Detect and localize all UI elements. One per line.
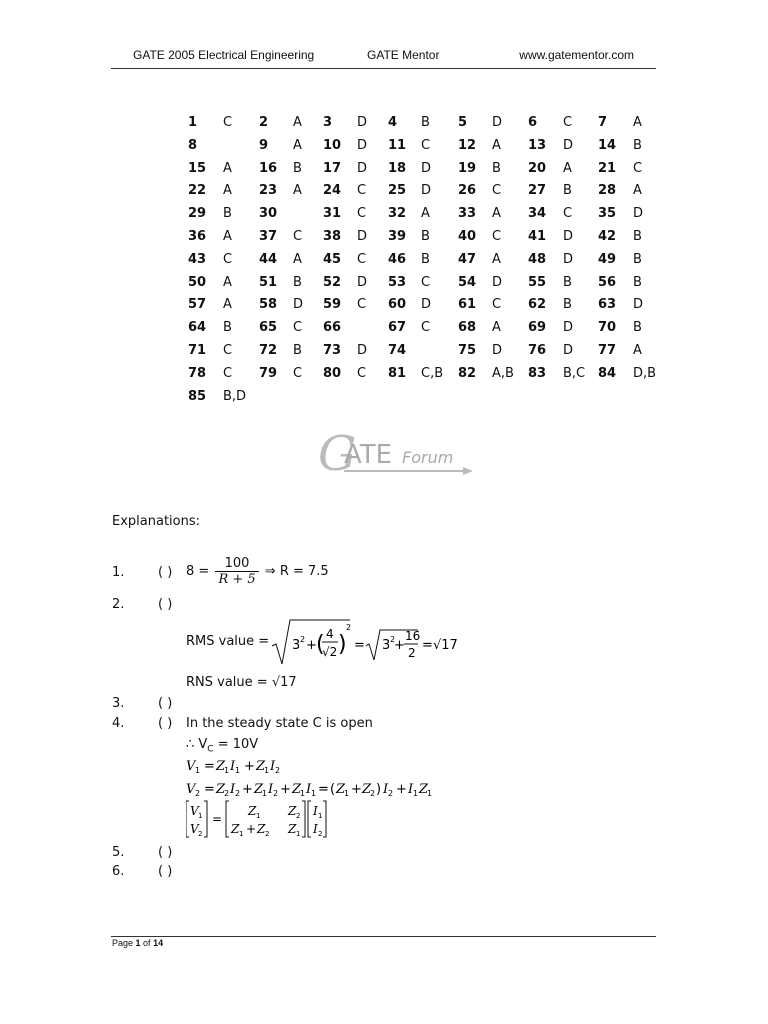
question-number-cell: 71	[188, 343, 207, 358]
question-number-cell: 58	[259, 297, 278, 312]
svg-text:1: 1	[235, 766, 241, 775]
question-number-cell: 61	[458, 297, 477, 312]
question-number-cell: 7	[598, 115, 608, 130]
answer-cell: B	[223, 320, 232, 335]
question-number-cell: 20	[528, 161, 547, 176]
svg-text:2: 2	[273, 789, 279, 798]
question-number-cell: 83	[528, 366, 547, 381]
svg-text:): )	[376, 782, 382, 797]
question-number-cell: 11	[388, 138, 407, 153]
question-number-cell: 42	[598, 229, 617, 244]
svg-text:Z: Z	[248, 804, 257, 818]
svg-text:2: 2	[265, 830, 270, 838]
answer-cell: A	[293, 138, 302, 153]
question-number-cell: 53	[388, 275, 407, 290]
answer-cell: D	[492, 115, 503, 130]
question-number-cell: 44	[259, 252, 278, 267]
header-center: GATE Mentor	[367, 48, 440, 62]
svg-text:Z: Z	[362, 782, 372, 797]
answer-cell: D	[357, 115, 368, 130]
answer-blank: ( )	[158, 597, 173, 612]
answer-cell: C	[492, 229, 502, 244]
answer-cell: D	[633, 206, 644, 221]
question-number-cell: 36	[188, 229, 207, 244]
svg-text:1: 1	[296, 830, 301, 838]
answer-cell: C	[492, 183, 502, 198]
svg-text:3: 3	[292, 638, 301, 653]
answer-cell: D	[633, 297, 644, 312]
question-number-cell: 21	[598, 161, 617, 176]
svg-text:+: +	[246, 822, 257, 836]
svg-text:1: 1	[198, 812, 203, 820]
matrix-equation	[186, 799, 346, 843]
question-number-cell: 3	[323, 115, 333, 130]
answer-cell: A	[223, 275, 232, 290]
question-number-cell: 43	[188, 252, 207, 267]
svg-text:I: I	[306, 782, 312, 797]
svg-text:Z: Z	[256, 759, 266, 774]
answer-cell: A	[293, 115, 302, 130]
svg-text:1: 1	[239, 830, 244, 838]
footer-rule	[111, 936, 656, 937]
answer-cell: D,B	[633, 366, 657, 381]
svg-text:V: V	[186, 759, 196, 774]
answer-cell: A	[421, 206, 430, 221]
answer-cell: D	[492, 275, 503, 290]
answer-cell: D	[357, 138, 368, 153]
answer-cell: A	[492, 206, 501, 221]
svg-text:2: 2	[198, 830, 203, 838]
header-rule	[111, 68, 656, 69]
question-number-cell: 79	[259, 366, 278, 381]
svg-text:+: +	[394, 638, 405, 653]
question-number-cell: 73	[323, 343, 342, 358]
answer-cell: B	[563, 183, 572, 198]
question-number-cell: 78	[188, 366, 207, 381]
svg-text:I: I	[408, 782, 414, 797]
answer-cell: B,D	[223, 389, 247, 404]
svg-text:Z: Z	[216, 759, 226, 774]
explanations-heading: Explanations:	[112, 514, 200, 529]
header-website: www.gatementor.com	[519, 48, 634, 62]
svg-text:(: (	[316, 632, 325, 657]
question-number-cell: 38	[323, 229, 342, 244]
answer-cell: A	[633, 115, 642, 130]
svg-text:2: 2	[388, 789, 394, 798]
svg-text:2: 2	[300, 635, 306, 644]
answer-cell: D	[357, 161, 368, 176]
svg-text:1: 1	[224, 766, 230, 775]
svg-text:2: 2	[370, 789, 376, 798]
svg-text:=: =	[204, 759, 215, 774]
answer-cell: B	[563, 297, 572, 312]
answer-cell: C,B	[421, 366, 444, 381]
svg-text:2: 2	[346, 623, 352, 632]
question-number-cell: 68	[458, 320, 477, 335]
svg-text:+: +	[306, 638, 317, 653]
answer-cell: D	[357, 229, 368, 244]
answer-cell: A	[492, 320, 501, 335]
question-number-cell: 75	[458, 343, 477, 358]
answer-cell: C	[492, 297, 502, 312]
answer-cell: A	[223, 297, 232, 312]
question-number-cell: 27	[528, 183, 547, 198]
svg-text:2: 2	[275, 766, 281, 775]
question-number-cell: 5	[458, 115, 468, 130]
q4-statement: In the steady state C is open	[186, 716, 373, 731]
answer-blank: ( )	[158, 716, 173, 731]
svg-text:√2: √2	[322, 645, 338, 659]
question-number-cell: 67	[388, 320, 407, 335]
question-number-cell: 23	[259, 183, 278, 198]
question-number-cell: 70	[598, 320, 617, 335]
svg-text:=: =	[422, 638, 433, 653]
answer-cell: B	[633, 320, 642, 335]
answer-cell: C	[357, 206, 367, 221]
answer-cell: D	[421, 161, 432, 176]
question-number-cell: 25	[388, 183, 407, 198]
question-number-cell: 17	[323, 161, 342, 176]
question-number-cell: 12	[458, 138, 477, 153]
page-footer: Page 1 of 14	[112, 938, 164, 948]
svg-text:Z: Z	[288, 822, 297, 836]
question-number-cell: 26	[458, 183, 477, 198]
answer-cell: B	[563, 275, 572, 290]
svg-text:+: +	[280, 782, 291, 797]
svg-text:(: (	[330, 782, 336, 797]
answer-cell: D	[421, 297, 432, 312]
svg-text:+: +	[242, 782, 253, 797]
svg-text:=: =	[204, 782, 215, 797]
svg-text:2: 2	[318, 830, 323, 838]
answer-cell: D	[492, 343, 503, 358]
svg-text:V: V	[190, 804, 199, 818]
question-number-cell: 22	[188, 183, 207, 198]
question-number-cell: 77	[598, 343, 617, 358]
question-number-cell: 15	[188, 161, 207, 176]
question-number-cell: 66	[323, 320, 342, 335]
q1-equation: 8 = $\frac{100}{R + 5}$ ⇒ R = 7.5	[186, 556, 329, 587]
question-number-cell: 50	[188, 275, 207, 290]
question-number: 3.	[112, 696, 125, 711]
rns-label: RNS value = √17	[186, 675, 297, 690]
svg-text:1: 1	[195, 766, 201, 775]
question-number-cell: 69	[528, 320, 547, 335]
svg-text:I: I	[270, 759, 276, 774]
question-number-cell: 46	[388, 252, 407, 267]
answer-cell: C	[421, 138, 431, 153]
svg-text:Forum: Forum	[402, 448, 454, 467]
svg-text:V: V	[190, 822, 199, 836]
svg-text:=: =	[354, 638, 365, 653]
svg-text:1: 1	[427, 789, 433, 798]
svg-text:3: 3	[382, 638, 391, 653]
question-number-cell: 29	[188, 206, 207, 221]
answer-blank: ( )	[158, 696, 173, 711]
question-number-cell: 85	[188, 389, 207, 404]
question-number-cell: 37	[259, 229, 278, 244]
svg-text:Z: Z	[292, 782, 302, 797]
answer-cell: D	[421, 183, 432, 198]
question-number-cell: 30	[259, 206, 278, 221]
page-header	[111, 48, 656, 68]
answer-cell: B	[633, 252, 642, 267]
answer-cell: B	[293, 343, 302, 358]
question-number-cell: 74	[388, 343, 407, 358]
answer-blank: ( )	[158, 845, 173, 860]
question-number-cell: 16	[259, 161, 278, 176]
answer-cell: C	[293, 320, 303, 335]
answer-cell: C	[293, 366, 303, 381]
question-number: 2.	[112, 597, 125, 612]
answer-cell: D	[357, 343, 368, 358]
answer-cell: A	[223, 161, 232, 176]
answer-cell: D	[563, 138, 574, 153]
answer-cell: C	[563, 115, 573, 130]
answer-cell: B	[633, 275, 642, 290]
question-number-cell: 84	[598, 366, 617, 381]
answer-cell: C	[293, 229, 303, 244]
question-number-cell: 51	[259, 275, 278, 290]
question-number-cell: 72	[259, 343, 278, 358]
svg-text:I: I	[268, 782, 274, 797]
question-number-cell: 55	[528, 275, 547, 290]
answer-cell: B	[223, 206, 232, 221]
question-number-cell: 49	[598, 252, 617, 267]
svg-text:1: 1	[300, 789, 306, 798]
svg-text:I: I	[230, 759, 236, 774]
svg-text:I: I	[313, 804, 318, 818]
question-number-cell: 81	[388, 366, 407, 381]
question-number-cell: 9	[259, 138, 269, 153]
svg-text:V: V	[186, 782, 196, 797]
answer-cell: B	[293, 161, 302, 176]
answer-blank: ( )	[158, 864, 173, 879]
question-number-cell: 54	[458, 275, 477, 290]
answer-cell: C	[421, 320, 431, 335]
answer-cell: B	[633, 138, 642, 153]
answer-cell: A	[223, 183, 232, 198]
svg-text:Z: Z	[216, 782, 226, 797]
question-number-cell: 41	[528, 229, 547, 244]
question-number-cell: 19	[458, 161, 477, 176]
answer-blank: ( )	[158, 565, 173, 580]
svg-text:2: 2	[195, 789, 201, 798]
svg-text:Z: Z	[336, 782, 346, 797]
question-number-cell: 45	[323, 252, 342, 267]
svg-text:4: 4	[326, 627, 334, 641]
question-number-cell: 28	[598, 183, 617, 198]
answer-cell: A	[492, 252, 501, 267]
answer-cell: A	[293, 252, 302, 267]
question-number-cell: 76	[528, 343, 547, 358]
answer-cell: C	[223, 115, 233, 130]
answer-cell: C	[223, 366, 233, 381]
gateforum-logo	[318, 425, 478, 485]
svg-text:Z: Z	[231, 822, 240, 836]
answer-cell: C	[357, 183, 367, 198]
answer-cell: A,B	[492, 366, 514, 381]
rms-equation	[270, 616, 470, 672]
question-number-cell: 13	[528, 138, 547, 153]
vc-value: ∴ $V_C = 10V$	[186, 737, 259, 755]
answer-cell: C	[357, 297, 367, 312]
svg-text:2: 2	[224, 789, 230, 798]
answer-cell: A	[633, 183, 642, 198]
question-number: 1.	[112, 565, 125, 580]
question-number-cell: 80	[323, 366, 342, 381]
svg-text:): )	[338, 632, 347, 657]
answer-cell: B	[421, 115, 430, 130]
question-number: 5.	[112, 845, 125, 860]
answer-cell: D	[293, 297, 304, 312]
svg-text:Z: Z	[288, 804, 297, 818]
svg-text:Z: Z	[257, 822, 266, 836]
question-number-cell: 48	[528, 252, 547, 267]
svg-text:1: 1	[318, 812, 323, 820]
answer-cell: D	[563, 320, 574, 335]
question-number: 6.	[112, 864, 125, 879]
svg-text:I: I	[313, 822, 318, 836]
answer-cell: B	[421, 252, 430, 267]
question-number-cell: 34	[528, 206, 547, 221]
question-number-cell: 47	[458, 252, 477, 267]
svg-text:2: 2	[296, 812, 301, 820]
question-number: 4.	[112, 716, 125, 731]
question-number-cell: 64	[188, 320, 207, 335]
answer-cell: A	[223, 229, 232, 244]
question-number-cell: 6	[528, 115, 538, 130]
answer-cell: B	[421, 229, 430, 244]
question-number-cell: 40	[458, 229, 477, 244]
svg-text:I: I	[383, 782, 389, 797]
answer-cell: B	[293, 275, 302, 290]
svg-text:1: 1	[413, 789, 419, 798]
answer-key-table	[0, 115, 768, 415]
answer-cell: D	[563, 252, 574, 267]
answer-cell: D	[563, 343, 574, 358]
answer-cell: B	[633, 229, 642, 244]
answer-cell: C	[223, 252, 233, 267]
svg-text:1: 1	[264, 766, 270, 775]
svg-text:=: =	[318, 782, 329, 797]
question-number-cell: 4	[388, 115, 398, 130]
answer-cell: C	[563, 206, 573, 221]
question-number-cell: 2	[259, 115, 269, 130]
answer-cell: A	[293, 183, 302, 198]
svg-text:I: I	[230, 782, 236, 797]
question-number-cell: 31	[323, 206, 342, 221]
question-number-cell: 35	[598, 206, 617, 221]
question-number-cell: 57	[188, 297, 207, 312]
question-number-cell: 24	[323, 183, 342, 198]
answer-cell: C	[357, 366, 367, 381]
svg-text:Z: Z	[419, 782, 429, 797]
svg-text:+: +	[351, 782, 362, 797]
answer-cell: C	[223, 343, 233, 358]
question-number-cell: 32	[388, 206, 407, 221]
question-number-cell: 39	[388, 229, 407, 244]
answer-cell: D	[563, 229, 574, 244]
question-number-cell: 65	[259, 320, 278, 335]
question-number-cell: 56	[598, 275, 617, 290]
svg-text:2: 2	[408, 646, 416, 660]
svg-text:16: 16	[405, 629, 421, 643]
question-number-cell: 18	[388, 161, 407, 176]
svg-text:Z: Z	[254, 782, 264, 797]
rms-label: RMS value =	[186, 634, 270, 649]
question-number-cell: 14	[598, 138, 617, 153]
svg-text:1: 1	[262, 789, 268, 798]
question-number-cell: 62	[528, 297, 547, 312]
answer-cell: B,C	[563, 366, 586, 381]
question-number-cell: 59	[323, 297, 342, 312]
svg-text:1: 1	[256, 812, 261, 820]
question-number-cell: 60	[388, 297, 407, 312]
svg-text:1: 1	[311, 789, 317, 798]
answer-cell: C	[357, 252, 367, 267]
answer-cell: A	[492, 138, 501, 153]
svg-text:=: =	[212, 812, 223, 826]
svg-text:ATE: ATE	[344, 440, 393, 470]
svg-text:√17: √17	[433, 638, 458, 653]
answer-cell: A	[633, 343, 642, 358]
svg-text:2: 2	[390, 635, 396, 644]
answer-cell: D	[357, 275, 368, 290]
answer-cell: C	[421, 275, 431, 290]
answer-cell: B	[492, 161, 501, 176]
question-number-cell: 33	[458, 206, 477, 221]
question-number-cell: 63	[598, 297, 617, 312]
question-number-cell: 1	[188, 115, 198, 130]
answer-cell: C	[633, 161, 643, 176]
answer-cell: A	[563, 161, 572, 176]
question-number-cell: 8	[188, 138, 198, 153]
header-title: GATE 2005 Electrical Engineering	[133, 48, 315, 62]
svg-text:+: +	[396, 782, 407, 797]
svg-text:1: 1	[344, 789, 350, 798]
svg-text:+: +	[244, 759, 255, 774]
svg-text:2: 2	[235, 789, 241, 798]
question-number-cell: 82	[458, 366, 477, 381]
question-number-cell: 10	[323, 138, 342, 153]
svg-text:G: G	[318, 426, 357, 482]
question-number-cell: 52	[323, 275, 342, 290]
